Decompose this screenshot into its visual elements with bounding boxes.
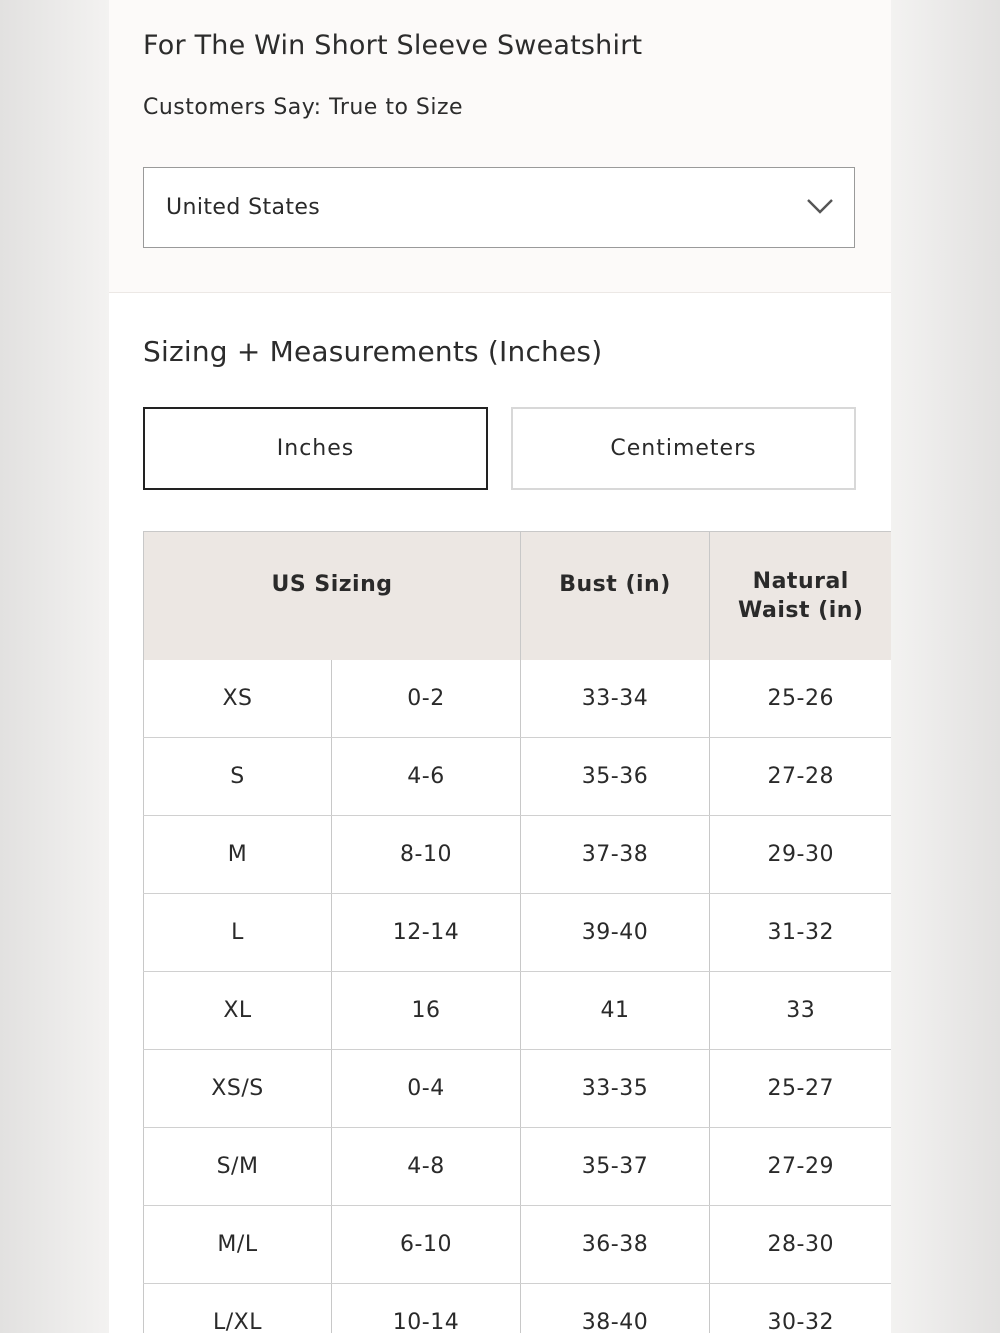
table-row	[144, 1050, 892, 1128]
table-row	[144, 1128, 892, 1206]
size-cell: XS/S	[144, 1050, 332, 1128]
header-waist-line1: Natural	[752, 569, 849, 594]
bust-cell: 35-36	[521, 738, 710, 816]
bust-cell: 39-40	[521, 894, 710, 972]
us-size-cell: 4-8	[332, 1128, 521, 1206]
waist-cell: 25-27	[710, 1050, 891, 1128]
centimeters-button[interactable]: Centimeters	[511, 407, 856, 490]
size-chart-table	[143, 531, 891, 1333]
header-waist-line2: Waist (in)	[738, 598, 864, 623]
waist-cell: 27-28	[710, 738, 891, 816]
size-cell: L	[144, 894, 332, 972]
size-rows	[144, 660, 892, 1333]
table-row	[144, 894, 892, 972]
size-cell: M	[144, 816, 332, 894]
inches-button[interactable]: Inches	[143, 407, 488, 490]
waist-cell: 25-26	[710, 660, 891, 738]
us-size-cell: 4-6	[332, 738, 521, 816]
size-cell: S/M	[144, 1128, 332, 1206]
waist-cell: 33	[710, 972, 891, 1050]
header-bust: Bust (in)	[521, 532, 710, 661]
table-row	[144, 972, 892, 1050]
us-size-cell: 0-4	[332, 1050, 521, 1128]
bust-cell: 36-38	[521, 1206, 710, 1284]
us-size-cell: 6-10	[332, 1206, 521, 1284]
product-header	[109, 0, 891, 293]
table-row	[144, 1206, 892, 1284]
bust-cell: 37-38	[521, 816, 710, 894]
size-cell: XL	[144, 972, 332, 1050]
product-title: For The Win Short Sleeve Sweatshirt	[143, 30, 643, 61]
us-size-cell: 12-14	[332, 894, 521, 972]
fit-value: True to Size	[329, 95, 464, 120]
bust-cell: 33-34	[521, 660, 710, 738]
table-header-row	[144, 532, 892, 661]
table-row	[144, 660, 892, 738]
waist-cell: 31-32	[710, 894, 891, 972]
bust-cell: 35-37	[521, 1128, 710, 1206]
size-cell: XS	[144, 660, 332, 738]
waist-cell: 27-29	[710, 1128, 891, 1206]
bust-cell: 41	[521, 972, 710, 1050]
size-guide-panel	[109, 0, 891, 1333]
country-select-value: United States	[166, 195, 321, 220]
table-row	[144, 1284, 892, 1333]
fit-label: Customers Say:	[143, 95, 322, 120]
bust-cell: 33-35	[521, 1050, 710, 1128]
table-row	[144, 738, 892, 816]
us-size-cell: 0-2	[332, 660, 521, 738]
fit-note	[143, 95, 463, 120]
country-select[interactable]	[143, 167, 855, 248]
size-cell: L/XL	[144, 1284, 332, 1333]
table-row	[144, 816, 892, 894]
waist-cell: 29-30	[710, 816, 891, 894]
chevron-down-icon	[806, 192, 834, 220]
us-size-cell: 16	[332, 972, 521, 1050]
sizing-title: Sizing + Measurements (Inches)	[143, 335, 603, 368]
waist-cell: 30-32	[710, 1284, 891, 1333]
waist-cell: 28-30	[710, 1206, 891, 1284]
us-size-cell: 10-14	[332, 1284, 521, 1333]
bust-cell: 38-40	[521, 1284, 710, 1333]
us-size-cell: 8-10	[332, 816, 521, 894]
size-cell: M/L	[144, 1206, 332, 1284]
header-us-sizing: US Sizing	[144, 532, 521, 661]
header-natural-waist	[710, 532, 891, 661]
size-cell: S	[144, 738, 332, 816]
